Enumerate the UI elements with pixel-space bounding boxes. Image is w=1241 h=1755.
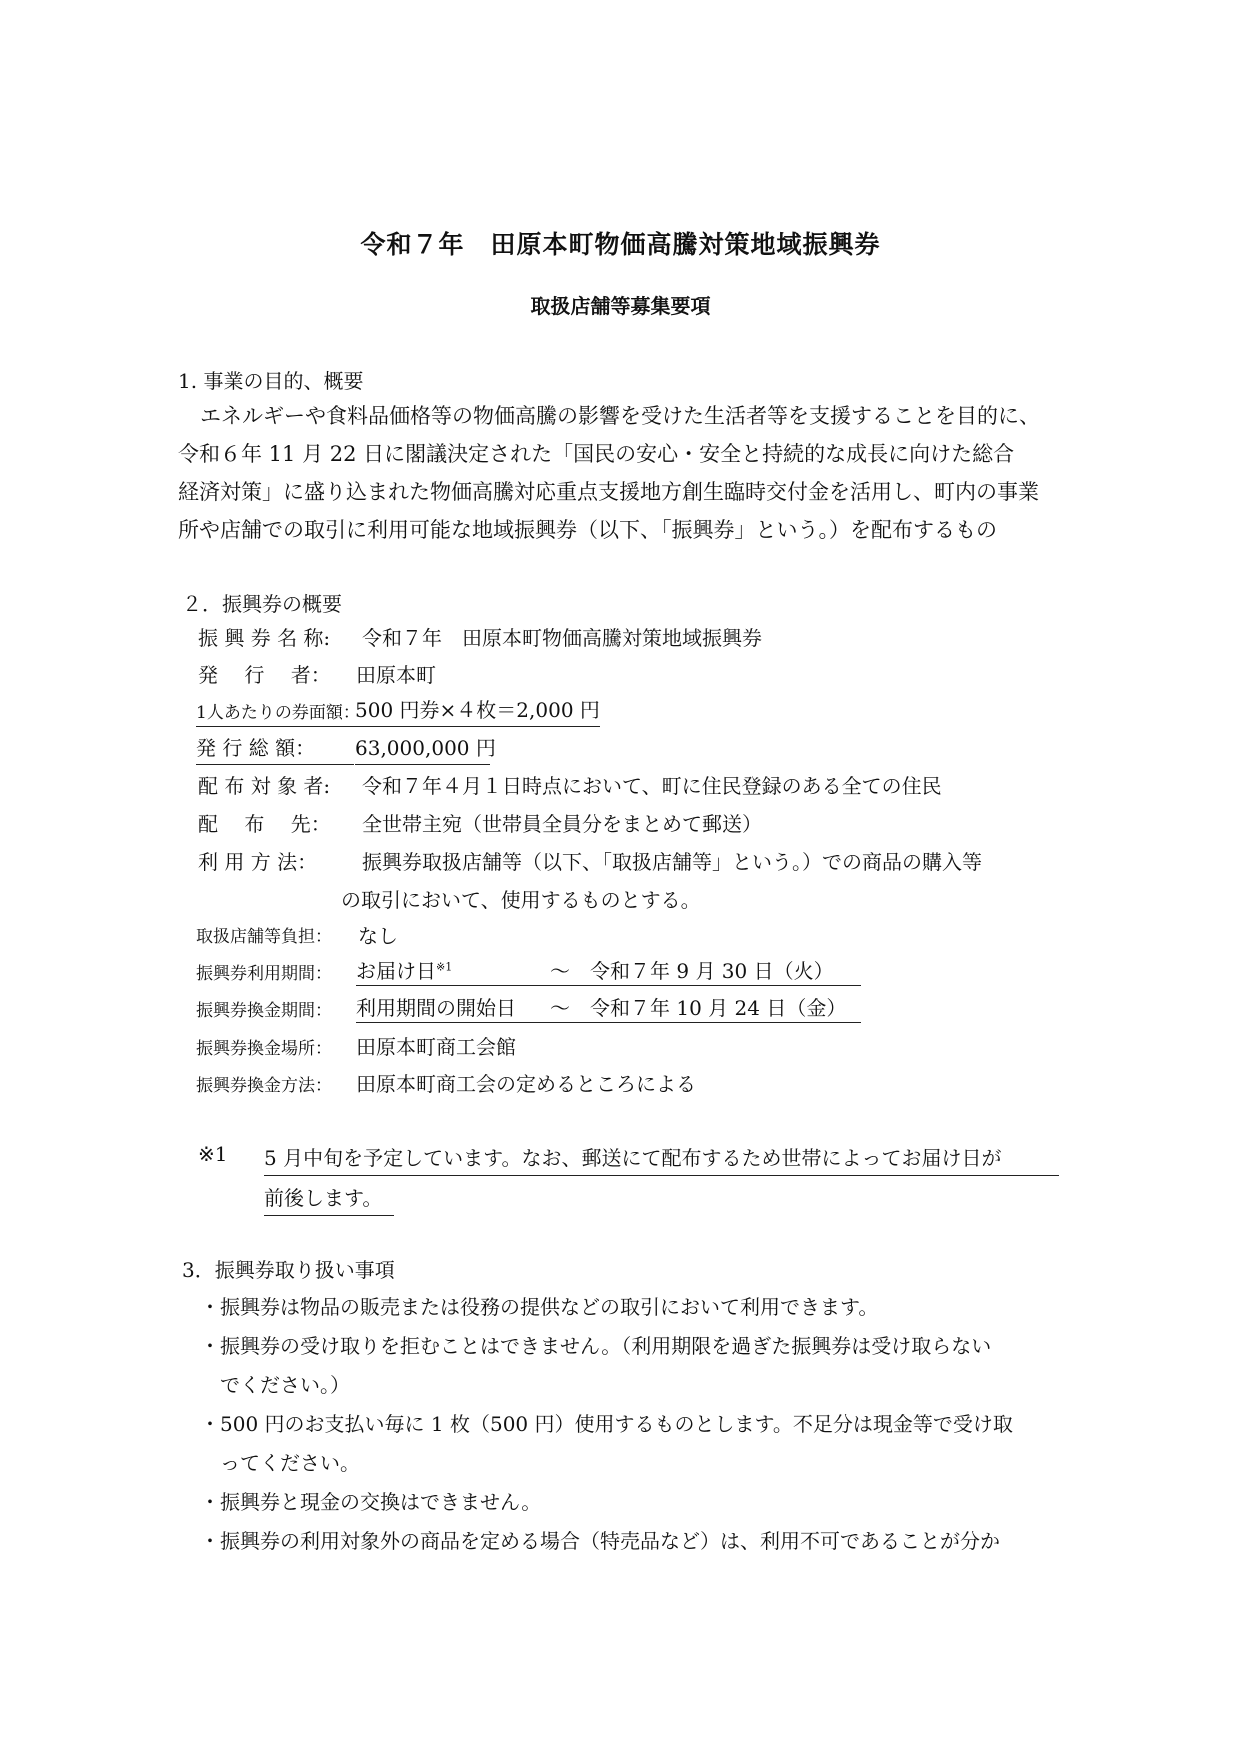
row-label: 振興券換金方法： bbox=[196, 1076, 332, 1096]
row-value: 利用期間の開始日 bbox=[356, 996, 516, 1020]
section1-line: 令和６年 11 月 22 日に閣議決定された「国民の安心・安全と持続的な成長に向けた総合 bbox=[178, 442, 1015, 466]
note-line: 5 月中旬を予定しています。なお、郵送にて配布するため世帯によってお届け日が bbox=[264, 1142, 1059, 1176]
row-label: 配 布 対 象 者: bbox=[198, 774, 331, 798]
row-value: ～ 令和７年 9 月 30 日（火） bbox=[550, 959, 834, 983]
row-label: 発 行 総 額： bbox=[196, 732, 354, 765]
row-label: 振興券利用期間： bbox=[196, 964, 332, 984]
row-value: お届け日$^{※1}$ bbox=[356, 959, 453, 983]
row-value: 田原本町商工会館 bbox=[356, 1035, 516, 1059]
row-label: 振 興 券 名 称: bbox=[198, 626, 331, 650]
document-title: 令和７年 田原本町物価高騰対策地域振興券 bbox=[360, 230, 881, 259]
row-label: 振興券換金期間： bbox=[196, 1001, 332, 1021]
row-value: 500 円券×４枚＝2,000 円 bbox=[355, 694, 600, 727]
note-mark: ※1 bbox=[198, 1142, 228, 1166]
row-value: 田原本町商工会の定めるところによる bbox=[356, 1072, 696, 1096]
row-value: 田原本町 bbox=[356, 663, 436, 687]
row-value: 全世帯主宛（世帯員全員分をまとめて郵送） bbox=[362, 812, 762, 836]
bullet-item: ・振興券の利用対象外の商品を定める場合（特売品など）は、利用不可であることが分か bbox=[200, 1529, 1000, 1553]
bullet-item: ってください。 bbox=[200, 1451, 360, 1475]
bullet-item: ・振興券と現金の交換はできません。 bbox=[200, 1490, 542, 1514]
row-value: ～ 令和７年 10 月 24 日（金） bbox=[550, 996, 847, 1020]
row-value: 令和７年 田原本町物価高騰対策地域振興券 bbox=[362, 626, 762, 650]
row-label: 取扱店舗等負担： bbox=[196, 927, 332, 947]
row-value: 振興券取扱店舗等（以下、「取扱店舗等」という。）での商品の購入等 bbox=[362, 850, 982, 874]
bullet-item: でください。） bbox=[200, 1373, 350, 1397]
row-value: 令和７年４月１日時点において、町に住民登録のある全ての住民 bbox=[362, 774, 942, 798]
section2-heading: ２．振興券の概要 bbox=[182, 592, 342, 616]
row-value-cont: の取引において、使用するものとする。 bbox=[341, 888, 701, 912]
row-label: 利 用 方 法： bbox=[198, 850, 318, 874]
bullet-item: ・振興券は物品の販売または役務の提供などの取引において利用できます。 bbox=[200, 1295, 879, 1319]
section1-line: エネルギーや食料品価格等の物価高騰の影響を受けた生活者等を支援することを目的に、 bbox=[200, 404, 1040, 428]
section1-heading: 1. 事業の目的、概要 bbox=[178, 369, 364, 393]
bullet-item: ・500 円のお支払い毎に 1 枚（500 円）使用するものとします。不足分は現金等で受け取 bbox=[200, 1412, 1013, 1436]
section3-heading: 3．振興券取り扱い事項 bbox=[182, 1258, 395, 1282]
row-label: 発 行 者： bbox=[198, 663, 331, 687]
section1-line: 所や店舗での取引に利用可能な地域振興券（以下、「振興券」という。）を配布するもの bbox=[178, 518, 997, 542]
row-label: 振興券換金場所： bbox=[196, 1039, 332, 1059]
row-value: なし bbox=[358, 924, 398, 948]
bullet-item: ・振興券の受け取りを拒むことはできません。（利用期限を過ぎた振興券は受け取らない bbox=[200, 1334, 992, 1358]
note-ref: ※1 bbox=[436, 960, 453, 974]
note-line: 前後します。 bbox=[264, 1182, 394, 1216]
row-label: 1人あたりの券面額： bbox=[196, 698, 360, 727]
section1-line: 経済対策」に盛り込まれた物価高騰対応重点支援地方創生臨時交付金を活用し、町内の事業 bbox=[178, 480, 1039, 504]
row-label: 配 布 先： bbox=[198, 812, 331, 836]
document-subtitle: 取扱店舗等募集要項 bbox=[530, 294, 711, 318]
row-value: 63,000,000 円 bbox=[355, 732, 490, 765]
